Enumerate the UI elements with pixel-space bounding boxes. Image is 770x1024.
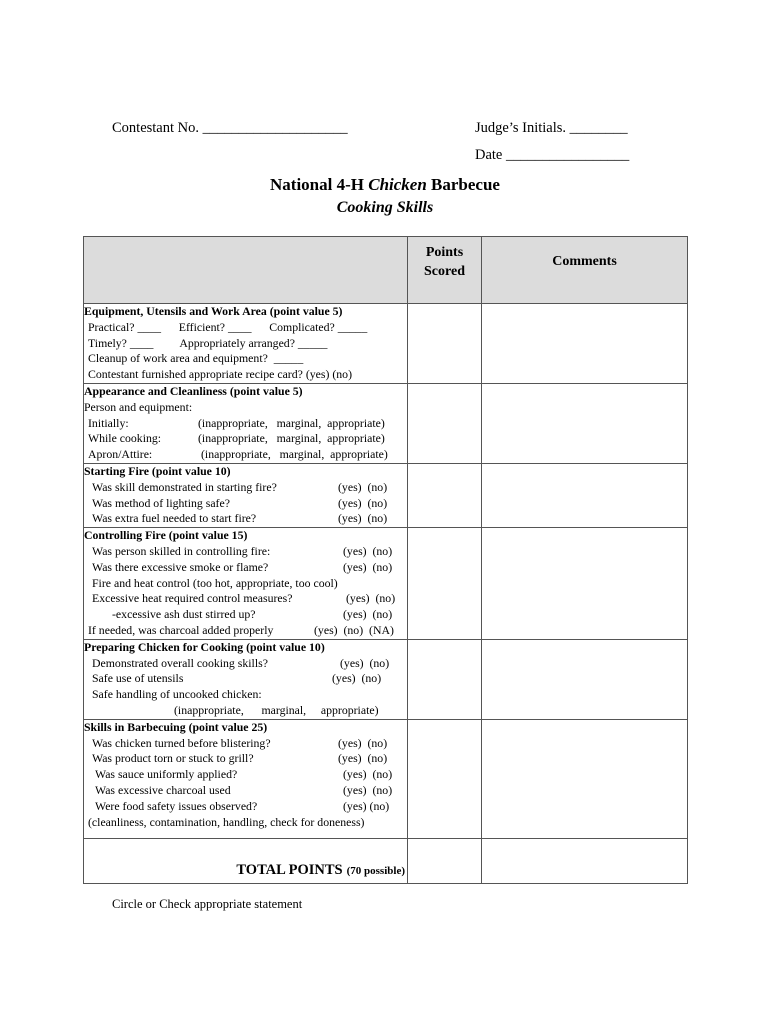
date-field: Date _________________ [475,147,630,163]
section-criteria [84,528,408,640]
scoring-table [83,236,688,884]
criteria-line: Was chicken turned before blistering? (yes) (no) [92,735,388,750]
points-cell[interactable] [408,639,482,719]
criteria-line: Was product torn or stuck to grill? (yes) (no) [92,751,388,766]
page-title: National 4-H Chicken Barbecue [270,175,500,194]
criteria-line: Were food safety issues observed? (yes) (no) [95,798,390,813]
points-cell[interactable] [408,383,482,463]
criteria-line: -excessive ash dust stirred up? (yes) (no) [112,607,393,622]
criteria-header-cell [84,237,408,304]
footer-instruction: Circle or Check appropriate statement [112,897,303,911]
section-title: Equipment, Utensils and Work Area (point value 5) [84,304,343,318]
judge-initials-field: Judge’s Initials. ________ [475,120,628,136]
total-points-label: TOTAL POINTS [236,862,343,879]
comments-header: Comments [482,237,688,304]
criteria-line: Practical? ____ Efficient? ____ Complicated? _____ [88,319,368,334]
comments-cell[interactable] [482,528,688,640]
points-cell[interactable] [408,528,482,640]
criteria-line: Was person skilled in controlling fire: (yes) (no) [92,543,393,558]
criteria-line: If needed, was charcoal added properly (yes) (no) (NA) [88,622,394,637]
section-title: Starting Fire (point value 10) [84,463,231,478]
comments-cell[interactable] [482,304,688,384]
section-row-barbecuing [84,719,688,839]
section-row-appearance [84,383,688,463]
total-points-cell[interactable] [408,839,482,884]
total-label-cell [84,839,408,884]
criteria-line: Contestant furnished appropriate recipe card? (yes) (no) [88,367,353,382]
criteria-line: Was skill demonstrated in starting fire? (yes) (no) [92,479,388,494]
criteria-line: (inappropriate, marginal, appropriate) [174,702,379,717]
total-row [84,839,688,884]
section-criteria [84,383,408,463]
criteria-line: Was sauce uniformly applied? (yes) (no) [95,767,393,782]
criteria-line: Excessive heat required control measures? (yes) (no) [92,591,396,606]
section-title: Skills in Barbecuing (point value 25) [84,719,268,734]
section-title: Preparing Chicken for Cooking (point value 10) [84,639,325,654]
comments-cell[interactable] [482,719,688,839]
section-row-preparing-chicken [84,639,688,719]
points-cell[interactable] [408,304,482,384]
section-criteria [84,463,408,527]
comments-cell[interactable] [482,463,688,527]
criteria-line: Initially: (inappropriate, marginal, appropriate) [88,415,385,430]
criteria-line: Was there excessive smoke or flame? (yes) (no) [92,559,393,574]
page-subtitle: Cooking Skills [336,199,434,216]
criteria-line: While cooking: (inappropriate, marginal, appropriate) [88,431,385,446]
criteria-line: Apron/Attire: (inappropriate, marginal, appropriate) [88,447,388,462]
points-scored-header: Points Scored [408,237,482,304]
section-title: Appearance and Cleanliness (point value 5) [84,383,303,398]
section-criteria [84,304,408,384]
criteria-line: (cleanliness, contamination, handling, check for doneness) [88,814,365,829]
section-row-equipment [84,304,688,384]
contestant-number-field: Contestant No. ____________________ [112,120,348,136]
criteria-line: Was extra fuel needed to start fire? (yes) (no) [92,511,388,526]
section-row-starting-fire [84,463,688,527]
criteria-line: Demonstrated overall cooking skills? (yes) (no) [92,655,390,670]
section-criteria [84,719,408,839]
criteria-line: Fire and heat control (too hot, appropriate, too cool) [92,575,338,590]
criteria-line: Was excessive charcoal used (yes) (no) [95,782,393,797]
criteria-line: Timely? ____ Appropriately arranged? _____ [88,335,328,350]
points-cell[interactable] [408,719,482,839]
section-criteria [84,639,408,719]
criteria-line: Safe handling of uncooked chicken: [92,687,262,702]
criteria-line: Person and equipment: [84,399,193,414]
criteria-line: Safe use of utensils (yes) (no) [92,671,382,686]
comments-cell[interactable] [482,383,688,463]
comments-cell[interactable] [482,639,688,719]
total-possible-note: (70 possible) [346,865,405,878]
section-row-controlling-fire [84,528,688,640]
criteria-line: Was method of lighting safe? (yes) (no) [92,495,388,510]
total-comments-cell[interactable] [482,839,688,884]
section-title: Controlling Fire (point value 15) [84,528,248,543]
criteria-line: Cleanup of work area and equipment? _____ [88,351,304,366]
table-header-row [84,237,688,304]
points-cell[interactable] [408,463,482,527]
